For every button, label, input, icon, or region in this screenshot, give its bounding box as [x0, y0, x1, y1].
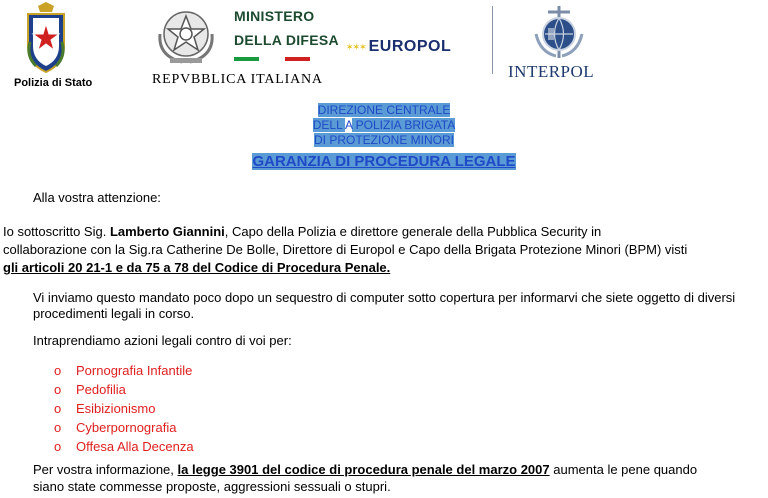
p1-rest: , Capo della Polizia e direttore generale della Pubblica Security in [224, 224, 602, 239]
list-item [54, 438, 194, 456]
repubblica-label: REPVBBLICA ITALIANA [152, 72, 323, 87]
charge-label: Pornografia Infantile [76, 363, 193, 378]
paragraph1-line2: collaborazione con la Sig.ra Catherine De Bolle, Direttore di Europol e Capo della Brigata Protezione Minori (BPM) visti [3, 242, 688, 257]
ministero-line1: MINISTERO [234, 8, 315, 24]
list-item [54, 400, 155, 418]
bullet-marker: o [54, 363, 62, 378]
list-item [54, 362, 192, 380]
interpol-emblem-icon [534, 4, 584, 60]
banner-line2-a: DELL [312, 118, 343, 132]
paragraph2-line1: Vi inviamo questo mandato poco dopo un sequestro di computer sotto copertura per informarvi che siete oggetto di diversi [33, 290, 736, 305]
p1-intro: Io sottoscritto Sig. [3, 224, 110, 239]
list-item [54, 419, 176, 437]
bullet-marker: o [54, 420, 62, 435]
banner-title-row [0, 153, 768, 171]
europol-logo [346, 38, 451, 56]
ministero-line2: DELLA DIFESA [234, 32, 339, 48]
europol-label: EUROPOL [368, 38, 452, 55]
header-divider [492, 6, 493, 74]
paragraph3: Intraprendiamo azioni legali contro di voi per: [33, 333, 292, 348]
banner-line2 [313, 118, 456, 132]
italian-flag-stripe [234, 57, 310, 61]
banner-line3: DI PROTEZIONE MINORI [313, 133, 454, 147]
list-item [54, 381, 126, 399]
charge-label: Esibizionismo [76, 401, 156, 416]
repubblica-emblem-icon [152, 4, 220, 66]
banner-line2-c: POLIZIA BRIGATA [355, 118, 456, 132]
p4-rest: aumenta le pene quando [549, 462, 698, 477]
charge-label: Cyberpornografia [76, 420, 177, 435]
paragraph4-line1 [33, 462, 697, 478]
bullet-marker: o [54, 439, 62, 454]
paragraph2-line2: procedimenti legali in corso. [33, 306, 195, 321]
signatory-name: Lamberto Giannini [109, 224, 225, 239]
polizia-label: Polizia di Stato [14, 77, 93, 89]
banner-line3-row [0, 131, 768, 149]
charge-label: Offesa Alla Decenza [76, 439, 194, 454]
document-title: GARANZIA DI PROCEDURA LEGALE [252, 153, 516, 170]
polizia-emblem-icon [24, 2, 68, 74]
p4-intro: Per vostra informazione, [33, 462, 178, 477]
paragraph1-line3: gli articoli 20 21-1 e da 75 a 78 del Codice di Procedura Penale. [3, 260, 391, 275]
banner-line2-b: A [344, 118, 353, 132]
bullet-marker: o [54, 401, 62, 416]
law-reference: la legge 3901 del codice di procedura penale del marzo 2007 [177, 462, 550, 477]
greeting: Alla vostra attenzione: [33, 190, 161, 205]
interpol-label: INTERPOL [508, 62, 595, 81]
banner-line1: DIREZIONE CENTRALE [317, 103, 451, 117]
charge-label: Pedofilia [76, 382, 126, 397]
europol-stars-icon: ✶✶✶ [346, 41, 366, 52]
paragraph4-line2: siano state commesse proposte, aggressioni sessuali o stupri. [33, 479, 391, 494]
paragraph1-line1 [3, 224, 601, 240]
bullet-marker: o [54, 382, 62, 397]
